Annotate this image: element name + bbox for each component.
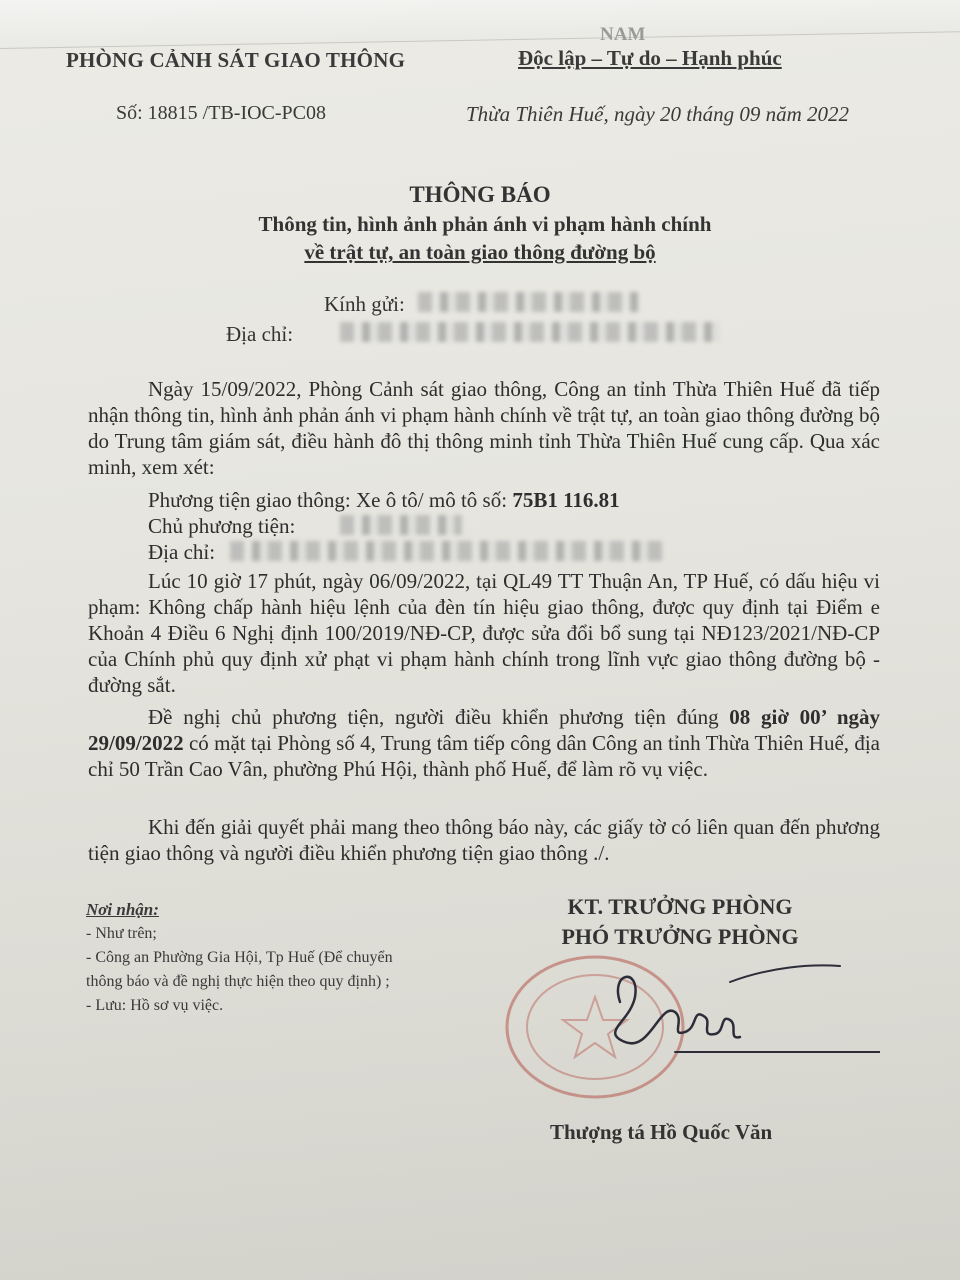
recipient-item: thông báo và đề nghị thực hiện theo quy định) ;	[86, 973, 390, 990]
handwritten-signature	[580, 962, 880, 1062]
signature-title-2: PHÓ TRƯỞNG PHÒNG	[561, 924, 799, 949]
paragraph-intro: Ngày 15/09/2022, Phòng Cảnh sát giao thông, Công an tỉnh Thừa Thiên Huế đã tiếp nhận thông tin, hình ảnh phản ánh vi phạm hành chính về trật tự, an toàn giao thông đường bộ do Trung tâm giám sát, điều hành đô thị thông minh tỉnh Thừa Thiên Huế cung cấp. Qua xác minh, xem xét:	[88, 377, 880, 479]
motto: Độc lập – Tự do – Hạnh phúc	[518, 46, 782, 70]
redacted-owner-address	[230, 541, 662, 561]
agency-name: PHÒNG CẢNH SÁT GIAO THÔNG	[66, 48, 406, 72]
subtitle-line2-text: về trật tự, an toàn giao thông đường bộ	[304, 240, 656, 264]
owner-label: Chủ phương tiện:	[148, 514, 296, 538]
nation-header-faint: NAM	[600, 24, 646, 45]
signature-title-1: KT. TRƯỞNG PHÒNG	[567, 894, 793, 919]
paragraph-violation: Lúc 10 giờ 17 phút, ngày 06/09/2022, tại QL49 TT Thuận An, TP Huế, có dấu hiệu vi phạm: Không chấp hành hiệu lệnh của đèn tín hiệu giao thông, được quy định tại Điểm e Khoản 4 Điều 6 Nghị định 100/2019/NĐ-CP, được sửa đổi bổ sung tại NĐ123/2021/NĐ-CP của Chính phủ quy định xử phạt vi phạm hành chính trong lĩnh vực giao thông đường bộ - đường sắt.	[88, 569, 880, 697]
document-title: THÔNG BÁO	[409, 182, 551, 207]
document-subtitle-line1: Thông tin, hình ảnh phản ánh vi phạm hành chính	[258, 212, 712, 236]
document-number: Số: 18815 /TB-IOC-PC08	[116, 102, 327, 124]
vehicle-plate: 75B1 116.81	[512, 488, 620, 512]
recipient-item: - Công an Phường Gia Hội, Tp Huế (Để chuyển	[86, 949, 393, 966]
recipient-item: - Lưu: Hồ sơ vụ việc.	[86, 997, 224, 1014]
vehicle-label: Phương tiện giao thông: Xe ô tô/ mô tô số:	[148, 488, 508, 512]
redacted-addressee-address	[340, 322, 720, 342]
summons-pre: Đề nghị chủ phương tiện, người điều khiển phương tiện đúng	[148, 705, 719, 729]
document-subtitle-line2	[0, 240, 960, 265]
recipients-block	[86, 898, 486, 1018]
addressee-label: Kính gửi:	[324, 292, 405, 316]
folded-top-edge	[0, 0, 960, 49]
recipient-item: - Như trên;	[86, 925, 157, 942]
owner-address-label: Địa chỉ:	[148, 540, 216, 564]
recipients-heading: Nơi nhận:	[86, 900, 159, 919]
addressee-address-label: Địa chỉ:	[226, 322, 294, 346]
redacted-owner-name	[340, 515, 462, 535]
summons-post: có mặt tại Phòng số 4, Trung tâm tiếp công dân Công an tỉnh Thừa Thiên Huế, địa chỉ 50 Trần Cao Vân, phường Phú Hội, thành phố Huế, để làm rõ vụ việc.	[88, 731, 881, 781]
place-and-date: Thừa Thiên Huế, ngày 20 tháng 09 năm 2022	[466, 102, 850, 126]
summons-time: 08 giờ 00’ ngày 29/09/2022	[88, 705, 881, 755]
redacted-addressee-name	[418, 292, 638, 312]
paragraph-requirements: Khi đến giải quyết phải mang theo thông báo này, các giấy tờ có liên quan đến phương tiện giao thông và người điều khiển phương tiện giao thông ./.	[88, 815, 880, 865]
paragraph-summons	[88, 704, 880, 782]
vehicle-line	[148, 488, 620, 513]
signer-name: Thượng tá Hồ Quốc Văn	[550, 1120, 773, 1144]
